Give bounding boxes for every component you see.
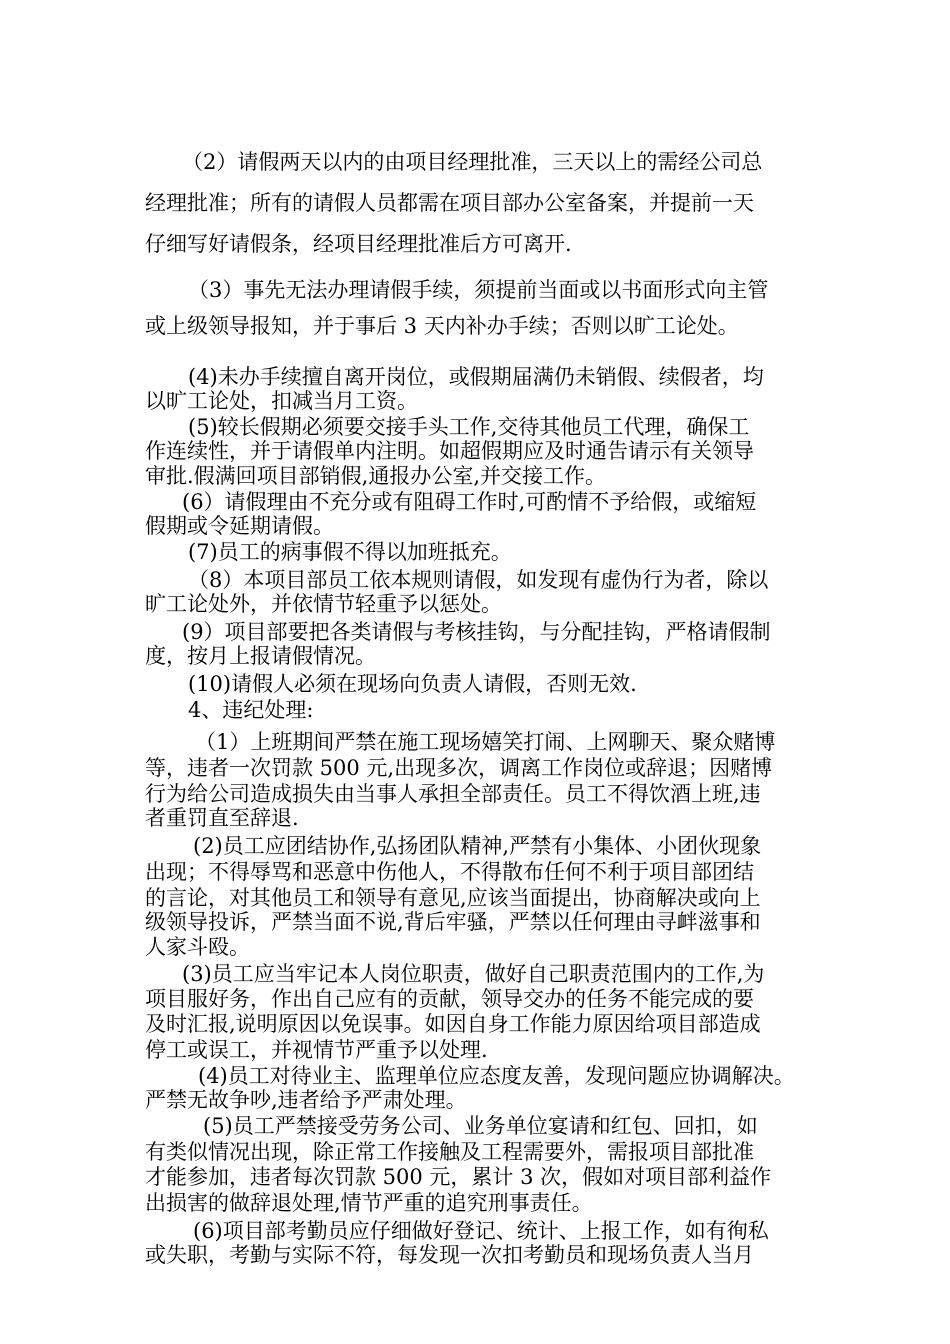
text-line: 级领导投诉，严禁当面不说,背后牢骚，严禁以任何理由寻衅滋事和 <box>145 910 761 934</box>
text-line: 严禁无故争吵,违者给予严肃处理。 <box>145 1088 467 1112</box>
text-line: (4)未办手续擅自离开岗位，或假期届满仍未销假、续假者，均 <box>188 365 764 389</box>
text-line: 者重罚直至辞退. <box>145 806 299 830</box>
text-line: （3）事先无法办理请假手续，须提前当面或以书面形式向主管 <box>188 278 769 302</box>
text-line: （1）上班期间严禁在施工现场嬉笑打闹、上网聊天、聚众赌博 <box>195 730 776 754</box>
text-line: 旷工论处外，并依情节轻重予以惩处。 <box>145 592 502 616</box>
text-line: 项目服好务，作出自己应有的贡献，领导交办的任务不能完成的要 <box>145 987 754 1011</box>
text-line: 才能参加，违者每次罚款 500 元，累计 3 次，假如对项目部利益作 <box>145 1165 772 1189</box>
text-line: 有类似情况出现，除正常工作接触及工程需要外，需报项目部批准 <box>145 1140 754 1164</box>
text-line: 或上级领导报知，并于事后 3 天内补办手续；否则以旷工论处。 <box>145 314 739 338</box>
text-line: (6）请假理由不充分或有阻碍工作时,可酌情不予给假，或缩短 <box>182 490 757 514</box>
text-line: 的言论，对其他员工和领导有意见,应该当面提出，协商解决或向上 <box>145 886 761 910</box>
text-line: 仔细写好请假条，经项目经理批准后方可离开. <box>145 232 572 256</box>
text-line: (6)项目部考勤员应仔细做好登记、统计、上报工作，如有徇私 <box>193 1219 769 1243</box>
text-line: (2)员工应团结协作,弘扬团队精神,严禁有小集体、小团伙现象 <box>193 834 762 858</box>
text-line: 审批.假满回项目部销假,通报办公室,并交接工作。 <box>145 464 607 488</box>
text-line: 人家斗殴。 <box>145 935 250 959</box>
text-line: 作连续性，并于请假单内注明。如超假期应及时通告请示有关领导 <box>145 439 754 463</box>
text-line: 及时汇报,说明原因以免误事。如因自身工作能力原因给项目部造成 <box>145 1012 761 1036</box>
text-line: （8）本项目部员工依本规则请假，如发现有虚伪行为者，除以 <box>188 568 769 592</box>
text-line: (7)员工的病事假不得以加班抵充。 <box>188 540 512 564</box>
text-line: 假期或令延期请假。 <box>145 514 334 538</box>
text-line: 出现；不得辱骂和恶意中伤他人，不得散布任何不利于项目部团结 <box>145 860 754 884</box>
text-line: 或失职，考勤与实际不符，每发现一次扣考勤员和现场负责人当月 <box>145 1243 754 1267</box>
text-line: (9）项目部要把各类请假与考核挂钩，与分配挂钩，严格请假制 <box>182 620 771 644</box>
text-line: 经理批准；所有的请假人员都需在项目部办公室备案，并提前一天 <box>145 191 754 215</box>
text-line: (5)较长假期必须要交接手头工作,交待其他员工代理，确保工 <box>188 415 750 439</box>
text-line: (3)员工应当牢记本人岗位职责，做好自己职责范围内的工作,为 <box>182 962 765 986</box>
text-line: 等，违者一次罚款 500 元,出现多次，调离工作岗位或辞退；因赌博 <box>145 756 773 780</box>
text-line: 行为给公司造成损失由当事人承担全部责任。员工不得饮酒上班,违 <box>145 782 761 806</box>
text-line: 停工或误工，并视情节严重予以处理. <box>145 1038 488 1062</box>
text-line: (10)请假人必须在现场向负责人请假，否则无效. <box>188 672 637 696</box>
text-line: 以旷工论处，扣减当月工资。 <box>145 389 418 413</box>
text-line: 度，按月上报请假情况。 <box>145 644 376 668</box>
text-line: 4、违纪处理: <box>188 698 314 722</box>
text-line: （2）请假两天以内的由项目经理批准，三天以上的需经公司总 <box>182 150 763 174</box>
text-line: (5)员工严禁接受劳务公司、业务单位宴请和红包、回扣，如 <box>203 1114 758 1138</box>
text-line: (4)员工对待业主、监理单位应态度友善，发现问题应协调解决。 <box>198 1064 795 1088</box>
text-line: 出损害的做辞退处理,情节严重的追究刑事责任。 <box>145 1191 593 1215</box>
